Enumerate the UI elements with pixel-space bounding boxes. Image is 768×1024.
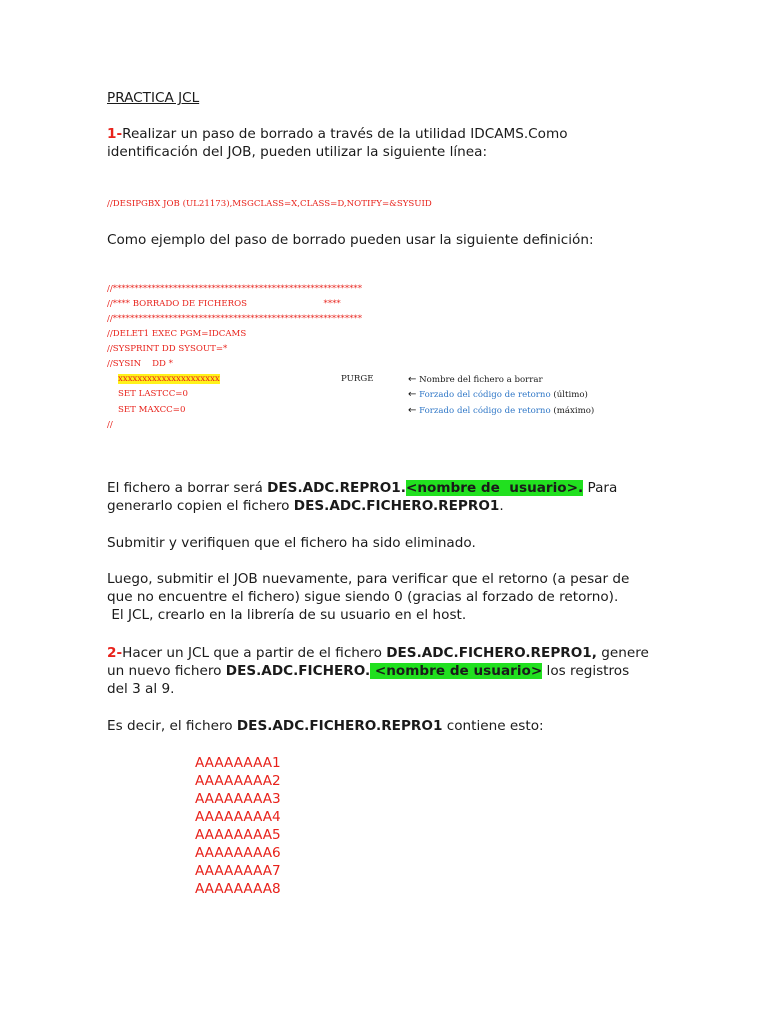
delete-target-line-1 (107, 479, 617, 497)
exercise-2-line-2 (107, 662, 629, 680)
exercise-number-2: 2- (107, 645, 123, 661)
arrow-left-icon: ← (408, 389, 417, 400)
text: Para (583, 480, 618, 496)
record-item: AAAAAAAA1 (195, 755, 281, 771)
record-item: AAAAAAAA4 (195, 809, 281, 825)
note-maxcc-paren: (máximo) (553, 406, 595, 416)
record-item: AAAAAAAA2 (195, 773, 281, 789)
exercise-2-line-1 (107, 644, 649, 662)
file-name-placeholder: xxxxxxxxxxxxxxxxxxxxx (118, 374, 220, 384)
resubmit-line-2: que no encuentre el fichero) sigue siendo 0 (gracias al forzado de retorno). (107, 589, 619, 605)
exercise-1-text-1: Realizar un paso de borrado a través de la utilidad IDCAMS.Como (122, 126, 568, 142)
note-lastcc-paren: (último) (553, 390, 588, 400)
jcl-line-3: //********************************************************** (107, 314, 363, 324)
record-item: AAAAAAAA6 (195, 845, 281, 861)
dataset-name: DES.ADC.FICHERO. (225, 663, 371, 679)
note-maxcc (408, 403, 594, 420)
note-file-name-text: Nombre del fichero a borrar (419, 375, 543, 385)
delete-target-line-2 (107, 497, 504, 515)
text: El fichero a borrar será (107, 480, 268, 496)
jcl-line-4: //DELET1 EXEC PGM=IDCAMS (107, 329, 247, 339)
jcl-line-10: // (107, 420, 113, 430)
record-item: AAAAAAAA8 (195, 881, 281, 897)
text: generarlo copien el fichero (107, 498, 294, 514)
user-name-placeholder: <nombre de usuario> (370, 663, 543, 679)
jcl-line-6: //SYSIN DD * (107, 359, 173, 369)
record-item: AAAAAAAA3 (195, 791, 281, 807)
arrow-left-icon: ← (408, 405, 417, 416)
note-lastcc (408, 387, 588, 404)
submit-instruction: Submitir y verifiquen que el fichero ha sido eliminado. (107, 535, 476, 551)
text: . (499, 498, 504, 514)
record-item: AAAAAAAA5 (195, 827, 281, 843)
text: los registros (542, 663, 630, 679)
note-lastcc-text: Forzado del código de retorno (419, 390, 551, 400)
jcl-line-7 (118, 372, 220, 388)
record-item: AAAAAAAA7 (195, 863, 281, 879)
jcl-line-5: //SYSPRINT DD SYSOUT=* (107, 344, 228, 354)
text: Es decir, el fichero (107, 718, 237, 734)
user-name-placeholder: <nombre de usuario>. (405, 480, 584, 496)
jcl-line-2: //**** BORRADO DE FICHEROS **** (107, 299, 341, 309)
resubmit-line-3: El JCL, crearlo en la librería de su usuario en el host. (107, 607, 467, 623)
contents-intro (107, 717, 544, 735)
dataset-name: DES.ADC.FICHERO.REPRO1 (293, 498, 500, 514)
note-maxcc-text: Forzado del código de retorno (419, 406, 551, 416)
text: un nuevo fichero (107, 663, 226, 679)
text: contiene esto: (442, 718, 544, 734)
exercise-1-line-1 (107, 125, 568, 143)
page-title: PRACTICA JCL (107, 90, 200, 106)
jcl-line-8: SET LASTCC=0 (118, 389, 188, 399)
dataset-name: DES.ADC.FICHERO.REPRO1, (386, 645, 597, 661)
purge-keyword: PURGE (341, 374, 374, 384)
text: genere (596, 645, 649, 661)
job-card-line: //DESIPGBX JOB (UL21173),MSGCLASS=X,CLASS=D,NOTIFY=&SYSUID (107, 199, 432, 209)
example-intro: Como ejemplo del paso de borrado pueden usar la siguiente definición: (107, 232, 594, 248)
jcl-line-9: SET MAXCC=0 (118, 405, 186, 415)
text: Hacer un JCL que a partir de el fichero (122, 645, 387, 661)
arrow-left-icon: ← (408, 374, 417, 385)
exercise-1-line-2: identificación del JOB, pueden utilizar la siguiente línea: (107, 144, 488, 160)
exercise-2-line-3: del 3 al 9. (107, 681, 175, 697)
dataset-name: DES.ADC.REPRO1. (267, 480, 406, 496)
jcl-line-1: //********************************************************** (107, 284, 363, 294)
exercise-number-1: 1- (107, 126, 123, 142)
dataset-name: DES.ADC.FICHERO.REPRO1 (236, 718, 443, 734)
resubmit-line-1: Luego, submitir el JOB nuevamente, para verificar que el retorno (a pesar de (107, 571, 630, 587)
